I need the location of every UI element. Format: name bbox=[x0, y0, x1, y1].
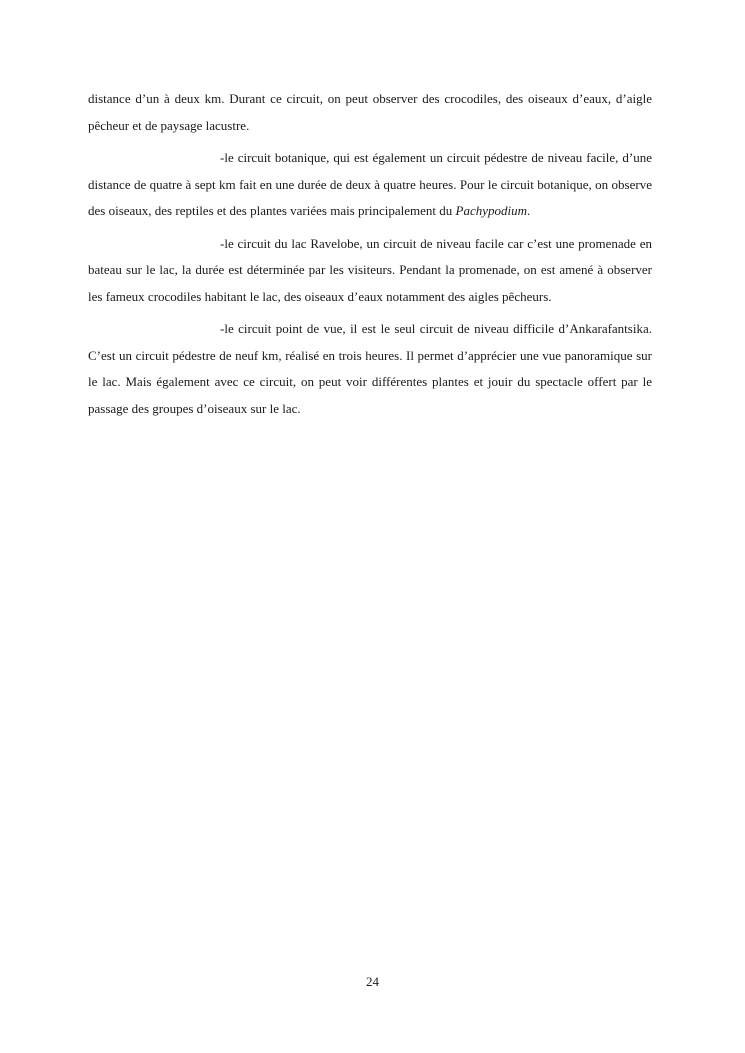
pachypodium-term: Pachypodium bbox=[455, 203, 527, 218]
document-body bbox=[88, 86, 652, 428]
paragraph-circuit-botanique bbox=[88, 145, 652, 225]
paragraph-circuit-point-de-vue: -le circuit point de vue, il est le seul circuit de niveau difficile d’Ankarafantsika. C’est un circuit pédestre de neuf km, réalisé en trois heures. Il permet d’apprécier une vue panoramique sur le lac. Mais également avec ce circuit, on peut voir différentes plantes et jouir du spectacle offert par le passage des groupes d’oiseaux sur le lac. bbox=[88, 321, 652, 416]
circuit-botanique-text: -le circuit botanique, qui est également un circuit pédestre de niveau facile, d’une distance de quatre à sept km fait en une durée de deux à quatre heures. Pour le circuit botanique, on observe des oiseaux, des reptiles et des plantes variées mais principalement du bbox=[88, 150, 652, 218]
page-number: 24 bbox=[366, 974, 379, 989]
paragraph-continuation: distance d’un à deux km. Durant ce circuit, on peut observer des crocodiles, des oiseaux d’eaux, d’aigle pêcheur et de paysage lacustre. bbox=[88, 91, 652, 133]
circuit-botanique-end: . bbox=[526, 203, 531, 218]
paragraph-circuit-lac-ravelobe: -le circuit du lac Ravelobe, un circuit de niveau facile car c’est une promenade en bateau sur le lac, la durée est déterminée par les visiteurs. Pendant la promenade, on est amené à observer les fameux crocodiles habitant le lac, des oiseaux d’eaux notamment des aigles pêcheurs. bbox=[88, 235, 652, 304]
